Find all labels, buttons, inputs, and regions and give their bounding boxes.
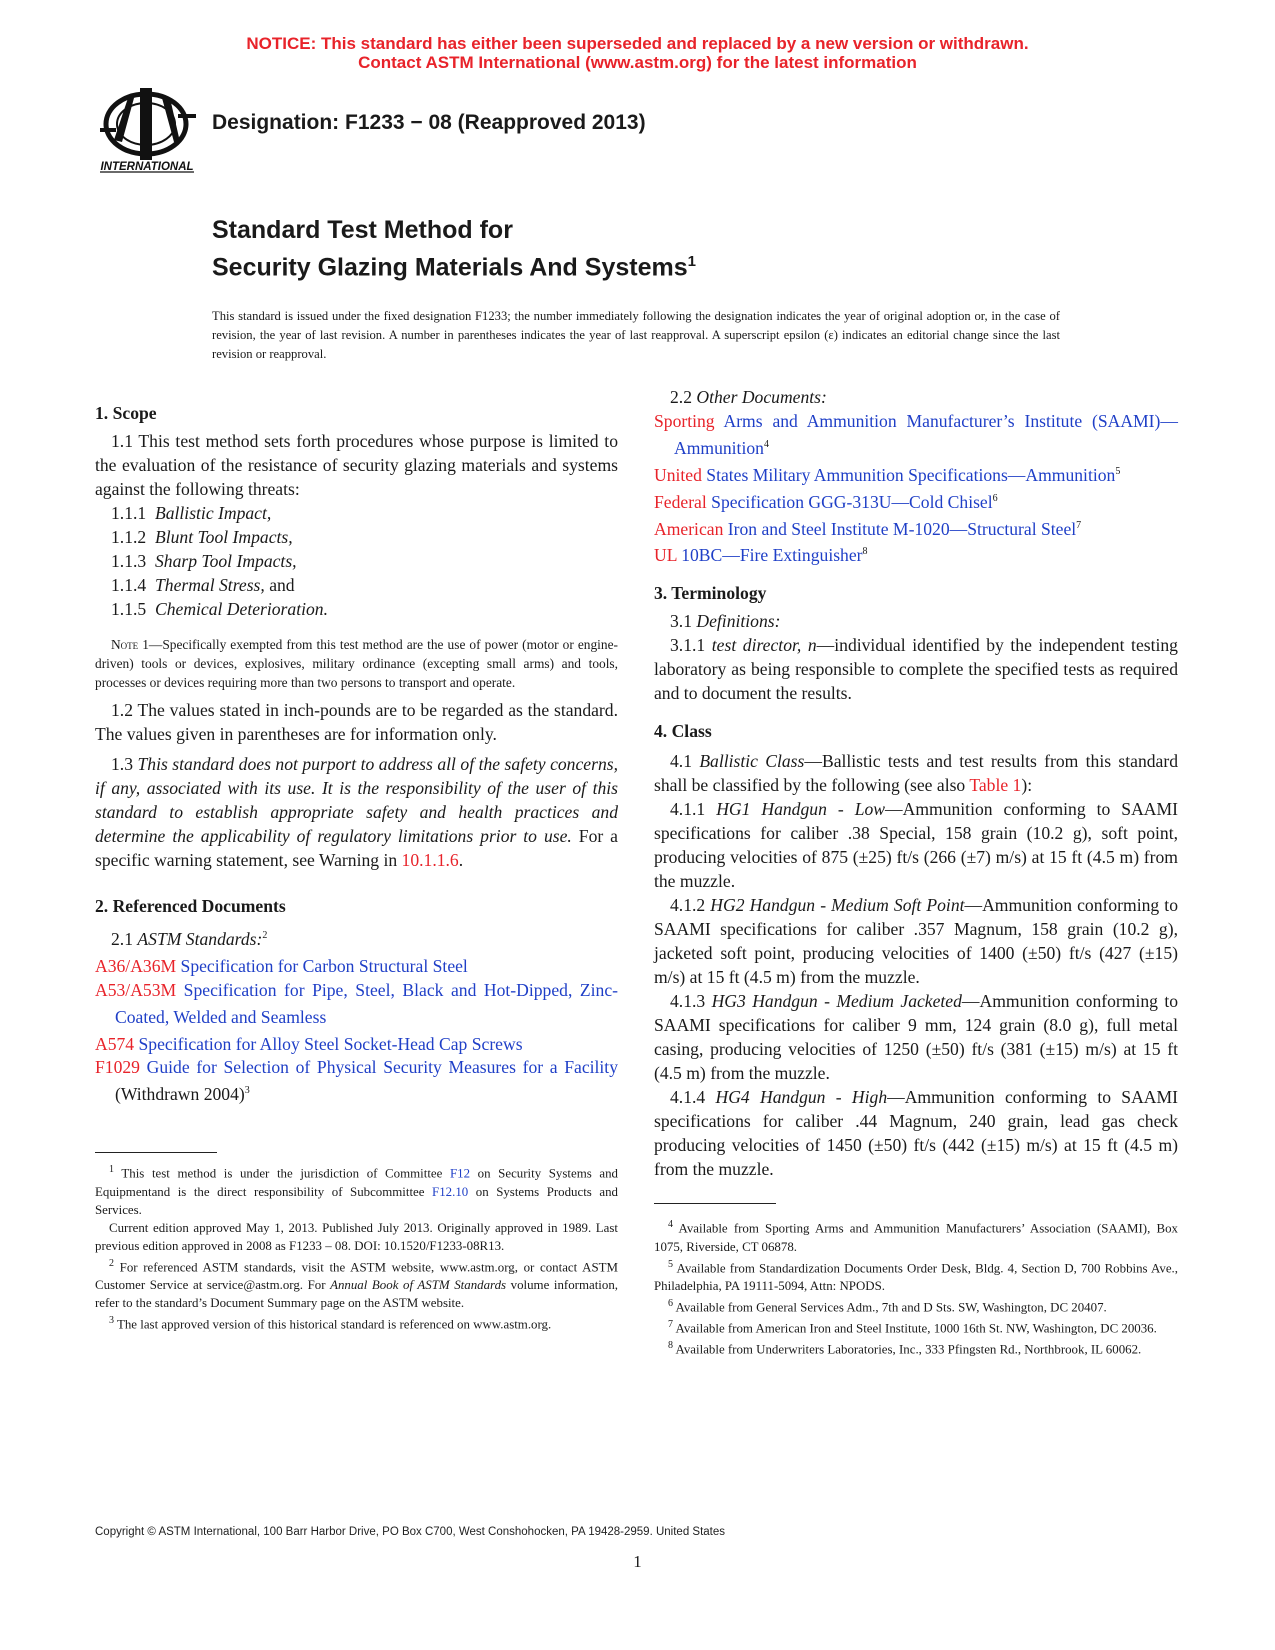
reference-code-link[interactable]: A36/A36M — [95, 955, 177, 976]
title-footnote-ref: 1 — [687, 253, 696, 270]
right-column — [654, 385, 1178, 1359]
threat-item: 1.1.4 Thermal Stress, and — [111, 575, 295, 595]
other-documents-list — [654, 409, 1178, 567]
threat-item: 1.1.5 Chemical Deterioration. — [111, 599, 328, 619]
para-1-1: 1.1 This test method sets forth procedures whose purpose is limited to the evaluation of the resistance of security glazing materials and systems against the following threats: — [95, 431, 618, 499]
reference-code-link[interactable]: Federal — [654, 491, 707, 512]
notice-line-2: Contact ASTM International (www.astm.org) for the latest information — [358, 53, 917, 72]
footnote-5: $^5$ Available from Standardization Documents Order Desk, Bldg. 4, Section D, 700 Robbins Ave., Philadelphia, PA 19111-5094, Attn: NPODS. — [654, 1258, 1178, 1293]
document-title — [212, 214, 696, 283]
footnote-4: $^4$ Available from Sporting Arms and Ammunition Manufacturers’ Association (SAAMI), Box 1075, Riverside, CT 06878. — [654, 1219, 1178, 1254]
warning-link[interactable]: 10.1.1.6 — [401, 850, 459, 870]
note-1: Note 1—Specifically exempted from this test method are the use of power (motor or engine-driven) tools or devices, explosives, military ordinance (excepting small arms) and tools, processes or devices requiring more than two persons to transport and operate. — [95, 637, 618, 690]
footnote-6: $^6$ Available from General Services Adm., 7th and D Sts. SW, Washington, DC 20407. — [668, 1297, 1107, 1315]
reference-code-link[interactable]: UL — [654, 545, 677, 566]
section-heading-terminology: 3. Terminology — [654, 583, 767, 604]
table-1-link[interactable]: Table 1 — [969, 775, 1022, 796]
reference-title-link[interactable]: Specification GGG-313U—Cold Chisel — [706, 491, 993, 512]
threat-item: 1.1.3 Sharp Tool Impacts, — [111, 551, 297, 571]
para-1-3: 1.3 This standard does not purport to address all of the safety concerns, if any, associated with its use. It is the responsibility of the user of this standard to establish appropriate safety and health practices and determine the applicability of regulatory limitations prior to use. For a specific warning statement, see Warning in 10.1.1.6. — [95, 754, 618, 870]
reference-item — [95, 978, 618, 1029]
reference-title-link[interactable]: Specification for Pipe, Steel, Black and Hot-Dipped, Zinc-Coated, Welded and Seamless — [115, 979, 618, 1027]
class-item: 4.1.2 HG2 Handgun - Medium Soft Point—Ammunition conforming to SAAMI specifications for caliber .357 Magnum, 158 grain (10.2 g), jacketed soft point, producing velocities of 1400 (±50) ft/s (427 (±15) m/s) at 15 ft (4.5 m) from the muzzle. — [654, 895, 1178, 988]
reference-item: Federal Specification GGG-313U—Cold Chisel$^6$ — [654, 491, 998, 512]
reference-title-link[interactable]: States Military Ammunition Specifications—Ammunition — [701, 464, 1116, 485]
footnote-7: $^7$ Available from American Iron and Steel Institute, 1000 16th St. NW, Washington, DC 20036. — [668, 1319, 1157, 1336]
reference-item: UL 10BC—Fire Extinguisher$^8$ — [654, 545, 868, 566]
class-item: 4.1.4 HG4 Handgun - High—Ammunition conforming to SAAMI specifications for caliber .44 Magnum, 240 grain, lead gas check producing velocities of 1450 (±50) ft/s (442 (±15) m/s) at 15 ft (4.5 m) from the muzzle. — [654, 1087, 1179, 1180]
title-line-2: Security Glazing Materials And Systems$^1$ — [212, 253, 696, 282]
astm-standards-list — [95, 951, 618, 1106]
logo-text: INTERNATIONAL — [100, 161, 194, 173]
footnote-edition: Current edition approved May 1, 2013. Published July 2013. Originally approved in 1989. Last previous edition approved in 2008 as F1233 – 08. DOI: 10.1520/F1233-08R13. — [95, 1220, 618, 1253]
reference-code-link[interactable]: Sporting — [654, 411, 715, 431]
section-heading-class: 4. Class — [654, 721, 712, 742]
footnote-1: $^1$ This test method is under the jurisdiction of Committee F12 on Security Systems and Equipmentand is the direct responsibility of Subcommittee F12.10 on Systems Products and Services. — [95, 1164, 618, 1217]
copyright-line: Copyright © ASTM International, 100 Barr Harbor Drive, PO Box C700, West Conshohocken, PA 19428-2959. United States — [95, 1526, 726, 1538]
astm-international-logo — [96, 84, 200, 180]
reference-code-link[interactable]: F1029 — [95, 1057, 140, 1078]
footnotes-left — [95, 1152, 618, 1333]
title-line-1: Standard Test Method for — [212, 216, 513, 244]
threat-list — [95, 501, 618, 621]
reference-title-link[interactable]: Specification for Carbon Structural Steel — [176, 955, 468, 976]
para-3-1-1: 3.1.1 test director, n—individual identified by the independent testing laboratory as being responsible to complete the specified tests as required and to document the results. — [654, 635, 1178, 704]
para-1-2: 1.2 The values stated in inch-pounds are to be regarded as the standard. The values given in parentheses are for information only. — [95, 700, 618, 744]
para-2-2: 2.2 Other Documents: — [670, 387, 827, 407]
reference-title-link[interactable]: Guide for Selection of Physical Security Measures for a Facility — [139, 1057, 618, 1078]
notice-line-1: NOTICE: This standard has either been superseded and replaced by a new version or withdrawn. — [246, 34, 1029, 53]
footnotes-right — [654, 1203, 1178, 1358]
supersede-notice — [0, 34, 1275, 72]
para-2-1: 2.1 ASTM Standards:$^2$ — [111, 928, 268, 949]
reference-code-link[interactable]: A574 — [95, 1033, 135, 1054]
threat-item: 1.1.2 Blunt Tool Impacts, — [111, 527, 293, 547]
page-number: 1 — [633, 1552, 642, 1571]
reference-title-link[interactable]: 10BC—Fire Extinguisher — [676, 545, 863, 566]
reference-item: American Iron and Steel Institute M-1020—Structural Steel$^7$ — [654, 518, 1082, 539]
footnote-3: $^3$ The last approved version of this historical standard is referenced on www.astm.org. — [109, 1314, 552, 1332]
footnote-8: $^8$ Available from Underwriters Laboratories, Inc., 333 Pfingsten Rd., Northbrook, IL 60062. — [668, 1340, 1142, 1357]
reference-item: United States Military Ammunition Specifications—Ammunition$^5$ — [654, 464, 1121, 485]
reference-item — [95, 951, 618, 978]
threat-item: 1.1.1 Ballistic Impact, — [111, 503, 272, 523]
reference-item — [95, 1029, 618, 1056]
section-heading-referenced-documents: 2. Referenced Documents — [95, 896, 286, 916]
section-heading-scope: 1. Scope — [95, 403, 157, 423]
issued-statement: This standard is issued under the fixed designation F1233; the number immediately following the designation indicates the year of original adoption or, in the case of revision, the year of last revision. A number in parentheses indicates the year of last reapproval. A superscript epsilon (ε) indicates an editorial change since the last revision or reapproval. — [212, 309, 1060, 361]
reference-code-link[interactable]: United — [654, 464, 702, 485]
subcommittee-link[interactable]: F12.10 — [432, 1184, 469, 1199]
para-4-1: 4.1 Ballistic Class—Ballistic tests and test results from this standard shall be classified by the following (see also Table 1): — [654, 751, 1178, 796]
para-3-1: 3.1 Definitions: — [670, 611, 781, 632]
committee-link[interactable]: F12 — [449, 1166, 471, 1181]
class-item: 4.1.3 HG3 Handgun - Medium Jacketed—Ammunition conforming to SAAMI specifications for caliber 9 mm, 124 grain (8.0 g), full metal casing, producing velocities of 1250 (±50) ft/s (381 (±15) m/s) at 15 ft (4.5 m) from the muzzle. — [654, 991, 1179, 1084]
reference-item: F1029 Guide for Selection of Physical Security Measures for a Facility (Withdrawn 2004)$^3$ — [95, 1057, 618, 1105]
left-column — [95, 401, 618, 1333]
reference-title-link[interactable]: Arms and Ammunition Manufacturer’s Institute (SAAMI)—Ammunition — [674, 411, 1178, 458]
reference-code-link[interactable]: A53/A53M — [95, 979, 177, 1000]
reference-item: Sporting Arms and Ammunition Manufacturer’s Institute (SAAMI)—Ammunition$^4$ — [654, 411, 1178, 458]
reference-title-link[interactable]: Iron and Steel Institute M-1020—Structural Steel — [723, 518, 1077, 539]
designation: Designation: F1233 − 08 (Reapproved 2013) — [212, 111, 646, 134]
footnote-rule — [95, 1152, 217, 1153]
reference-code-link[interactable]: American — [654, 518, 724, 539]
class-item: 4.1.1 HG1 Handgun - Low—Ammunition conforming to SAAMI specifications for caliber .38 Special, 158 grain (10.2 g), soft point, producing velocities of 875 (±25) ft/s (266 (±7) m/s) at 15 ft (4.5 m) from the muzzle. — [654, 799, 1178, 892]
footnote-2: $^2$ For referenced ASTM standards, visit the ASTM website, www.astm.org, or contact ASTM Customer Service at service@astm.org. For Annual Book of ASTM Standards volume information, refer to the standard’s Document Summary page on the ASTM website. — [95, 1257, 618, 1310]
reference-title-link[interactable]: Specification for Alloy Steel Socket-Head Cap Screws — [134, 1033, 523, 1054]
footnote-rule — [654, 1203, 776, 1204]
